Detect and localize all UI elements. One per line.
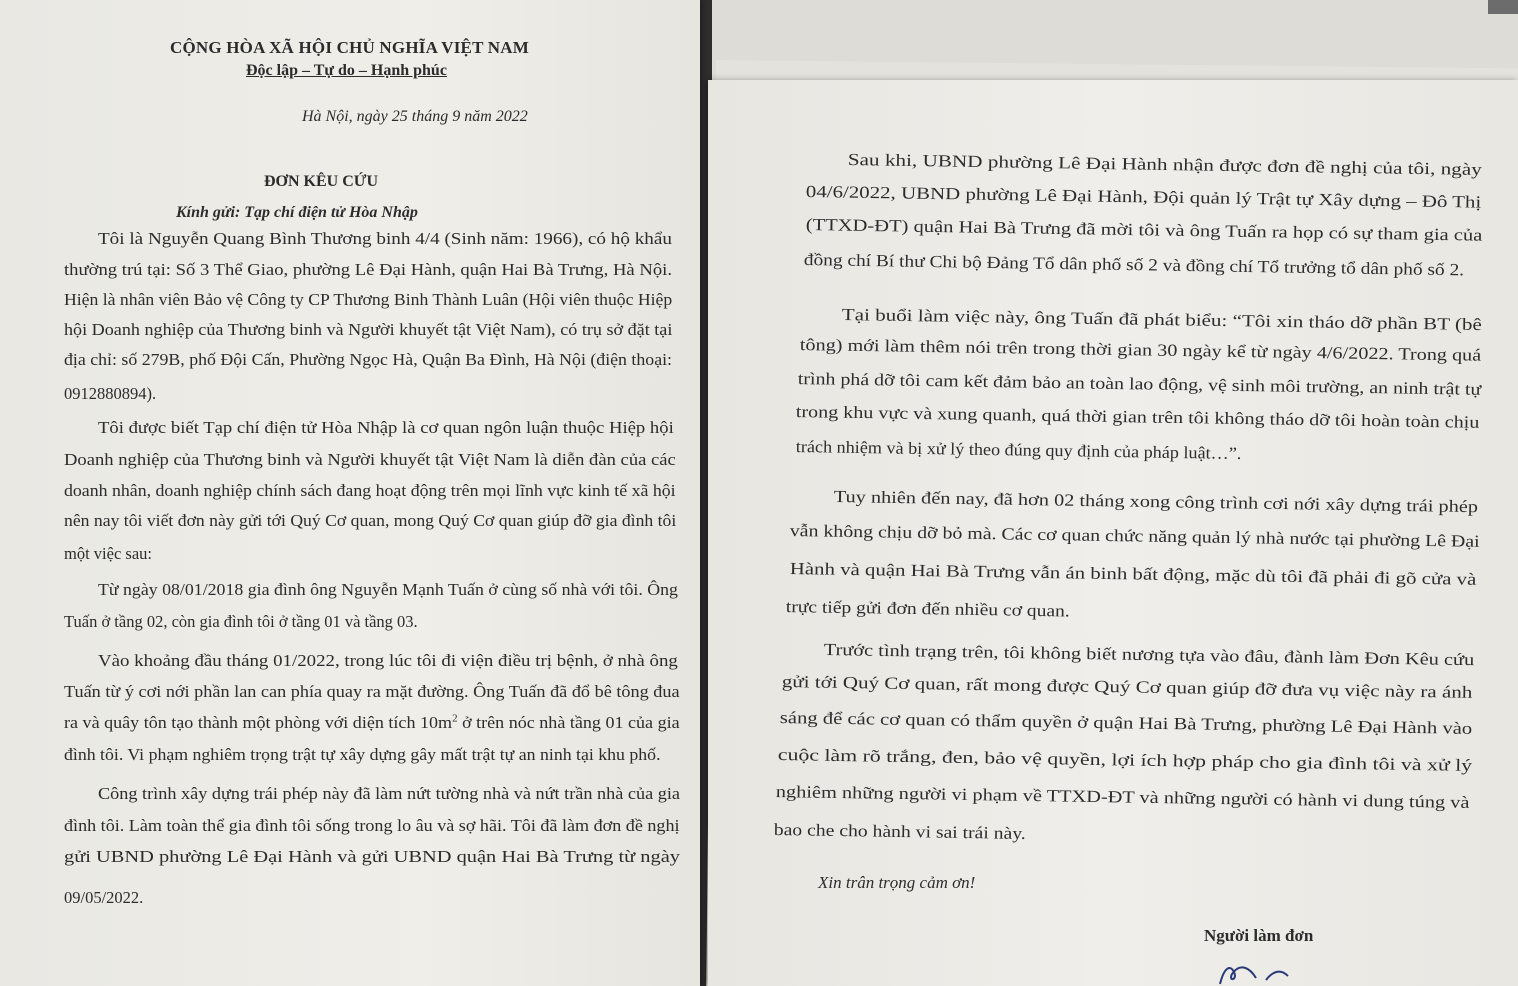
right-body-line: tông) mới làm thêm nói trên trong thời gian 30 ngày kể từ ngày 4/6/2022. Trong quá [799,335,1482,365]
right-body-line: trình phá dỡ tôi cam kết đảm bảo an toàn lao động, vệ sinh môi trường, an ninh trật tự [797,369,1482,399]
national-title: CỘNG HÒA XÃ HỘI CHỦ NGHĨA VIỆT NAM [170,38,529,57]
left-body-line: đình tôi. Làm toàn thể gia đình tôi sống trong lo âu và sợ hãi. Tôi đã làm đơn đề nghị [64,816,680,835]
left-body-line: Từ ngày 08/01/2018 gia đình ông Nguyễn Mạnh Tuấn ở cùng số nhà với tôi. Ông [98,580,678,599]
right-body-line: Hành và quận Hai Bà Trưng vẫn án binh bất động, mặc dù tôi đã phải đi gõ cửa và [789,559,1477,589]
closing-thanks: Xin trân trọng cảm ơn! [818,873,976,892]
left-body-line: Tôi được biết Tạp chí điện tử Hòa Nhập là cơ quan ngôn luận thuộc Hiệp hội [98,418,674,437]
right-body-line: Tuy nhiên đến nay, đã hơn 02 tháng xong công trình cơi nới xây dựng trái phép [833,487,1479,517]
left-body-line: Vào khoảng đầu tháng 01/2022, trong lúc tôi đi viện điều trị bệnh, ở nhà ông [98,651,678,670]
area-text-end: ở trên nóc nhà tầng 01 của gia [457,713,680,732]
letter-title: ĐƠN KÊU CỨU [264,173,379,190]
right-body-line: trong khu vực và xung quanh, quá thời gian trên tôi không tháo dỡ tôi hoàn toàn chịu [795,402,1480,432]
right-body-line: sáng để các cơ quan có thẩm quyền ở quận Hai Bà Trưng, phường Lê Đại Hành vào [779,708,1473,738]
right-body-line: 04/6/2022, UBND phường Lê Đại Hành, Đội quản lý Trật tự Xây dựng – Đô Thị [805,182,1482,212]
left-body-line: Doanh nghiệp của Thương binh và Người khuyết tật Việt Nam là diễn đàn của các [64,450,676,469]
right-body-line: bao che cho hành vi sai trái này. [773,820,1026,843]
right-body-line: (TTXD-ĐT) quận Hai Bà Trưng đã mời tôi và ông Tuấn ra họp có sự tham gia của [805,215,1483,245]
signer-label: Người làm đơn [1204,926,1314,945]
scan-background-corner [1488,0,1518,14]
right-body-line: trách nhiệm và bị xử lý theo đúng quy định của pháp luật…”. [795,437,1242,463]
left-body-line: 0912880894). [64,384,157,403]
letter-date: Hà Nội, ngày 25 tháng 9 năm 2022 [302,108,528,125]
right-body-line: đồng chí Bí thư Chi bộ Đảng Tổ dân phố số 2 và đồng chí Tổ trưởng tổ dân phố số 2. [803,250,1465,280]
left-body-line: hội Doanh nghiệp của Thương binh và Người khuyết tật Việt Nam), có trụ sở đặt tại [64,320,673,339]
left-body-line: nên nay tôi viết đơn này gửi tới Quý Cơ quan, mong Quý Cơ quan giúp đỡ gia đình tôi [64,511,677,530]
left-body-line: thường trú tại: Số 3 Thể Giao, phường Lê Đại Hành, quận Hai Bà Trưng, Hà Nội. [64,260,672,279]
left-body-line: Công trình xây dựng trái phép này đã làm nứt tường nhà và nứt trần nhà của gia [98,784,681,803]
right-body-line: gửi tới Quý Cơ quan, rất mong được Quý Cơ quan giúp đỡ đưa vụ việc này ra ánh [781,672,1473,702]
left-body-line: 09/05/2022. [64,888,144,907]
area-text-start: ra và quây tôn tạo thành một phòng với diện tích 10m [64,713,453,732]
right-body-line: Tại buổi làm việc này, ông Tuấn đã phát biểu: “Tôi xin tháo dỡ phần BT (bê [841,305,1482,335]
right-body-line: cuộc làm rõ trắng, đen, bảo vệ quyền, lợi ích hợp pháp cho gia đình tôi và xử lý [777,745,1473,775]
left-body-line: địa chỉ: số 279B, phố Đội Cấn, Phường Ngọc Hà, Quận Ba Đình, Hà Nội (điện thoại: [64,350,673,369]
left-body-line: Tôi là Nguyễn Quang Bình Thương binh 4/4 (Sinh năm: 1966), có hộ khẩu [98,229,672,248]
right-body-line: Sau khi, UBND phường Lê Đại Hành nhận được đơn đề nghị của tôi, ngày [847,150,1482,179]
letter-recipient: Kính gửi: Tạp chí điện tử Hòa Nhập [176,204,418,221]
left-body-line: doanh nhân, doanh nghiệp chính sách đang hoạt động trên mọi lĩnh vực kinh tế xã hội [64,481,676,500]
left-body-line: gửi UBND phường Lê Đại Hành và gửi UBND quận Hai Bà Trưng từ ngày [64,847,680,866]
national-motto: Độc lập – Tự do – Hạnh phúc [246,62,447,79]
right-body-line: trực tiếp gửi đơn đến nhiều cơ quan. [785,597,1070,621]
area-unit-exponent: 2 [452,713,458,725]
left-body-line-area [64,713,680,733]
left-body-line: Tuấn từ ý cơi nới phần lan can phía quay ra mặt đường. Ông Tuấn đã đổ bê tông đua [64,682,680,701]
left-body-line: một việc sau: [64,544,152,563]
right-body-line: Trước tình trạng trên, tôi không biết nương tựa vào đâu, đành làm Đơn Kêu cứu [823,640,1475,670]
left-body-line: đình tôi. Vi phạm nghiêm trọng trật tự xây dựng gây mất trật tự an ninh tại khu phố. [64,745,661,764]
right-body-line: vẫn không chịu dỡ bỏ mà. Các cơ quan chức năng quản lý nhà nước tại phường Lê Đại [789,521,1480,551]
right-body-line: nghiêm những người vi phạm về TTXD-ĐT và những người có hành vi dung túng và [775,782,1470,812]
signature-mark [1210,958,1320,986]
left-body-line: Hiện là nhân viên Bảo vệ Công ty CP Thương Binh Thành Luân (Hội viên thuộc Hiệp [64,290,673,309]
left-body-line: Tuấn ở tầng 02, còn gia đình tôi ở tầng 01 và tầng 03. [64,612,418,631]
